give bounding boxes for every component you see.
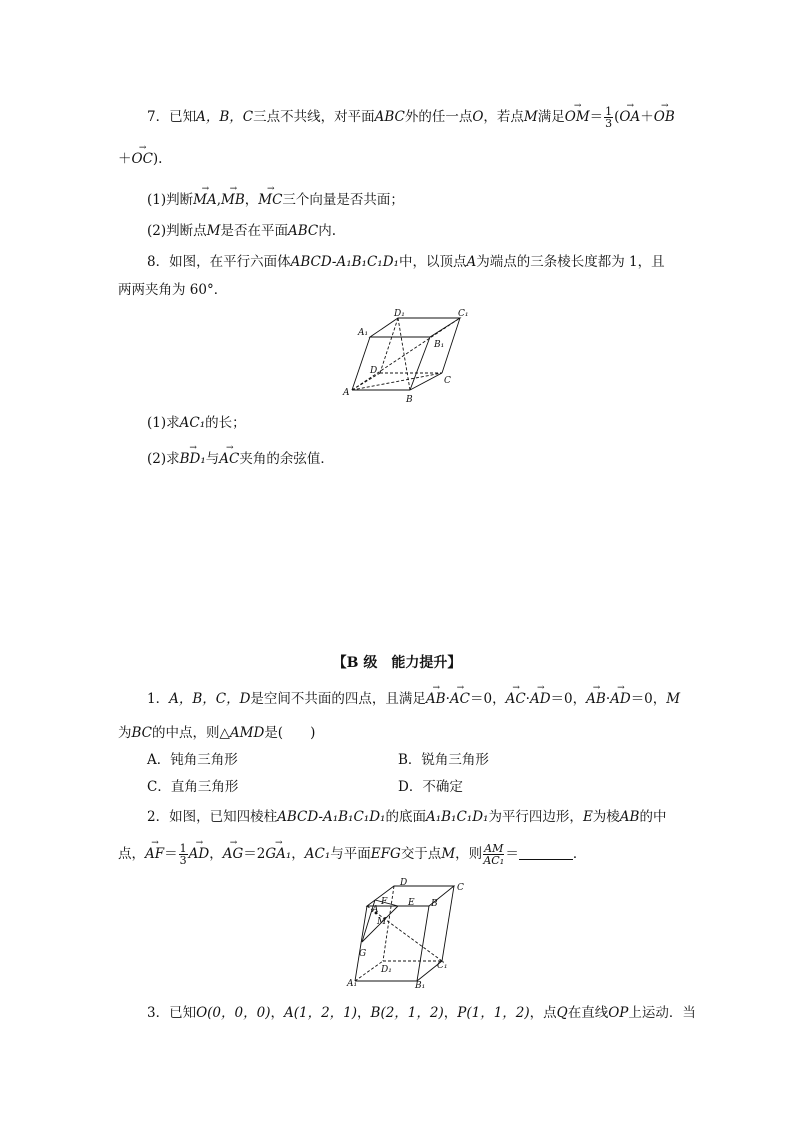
b1-option-d: D．不确定 <box>398 779 463 795</box>
fig-b2-label-a1: A₁ <box>347 979 358 989</box>
fig8-label-d: D <box>370 366 378 376</box>
fig8-label-c1: C₁ <box>458 309 469 319</box>
fig8-label-a: A <box>343 388 350 398</box>
section-title: 【B 级 能力提升】 <box>332 655 462 671</box>
b2-line2: 点，→ AF＝ $\frac{1}{3}$ → AD，→ AG＝2→ GA₁，AC₁与平面EFG交于点M，则 $\frac{AM}{\text{AC₁}}$ ＝ ． <box>118 843 586 866</box>
ratio-am-ac1: $\frac{AM}{\text{AC₁}}$ <box>483 842 505 867</box>
fig8-label-a1: A₁ <box>358 328 369 338</box>
b1-line2: 为BC的中点，则△AMD是( ) <box>118 725 316 741</box>
fig-b2-label-d1: D₁ <box>381 965 392 975</box>
fig-b2-label-c1: C₁ <box>437 961 448 971</box>
q8-sub2: (2)求→ BD₁与→ AC夹角的余弦值． <box>147 450 334 468</box>
q8-line1: 8．如图，在平行六面体ABCD-A₁B₁C₁D₁中，以顶点A为端点的三条棱长度都为 1，且 <box>147 254 665 270</box>
fig8-label-c: C <box>444 376 451 386</box>
b1-line1: 1．A，B，C，D是空间不共面的四点，且满足→ AB·→ AC＝0，→ AC·→ AD＝0，→ AB·→ AD＝0，M <box>147 690 680 708</box>
b1-option-a: A．钝角三角形 <box>147 752 238 768</box>
fig-b2-label-g: G <box>359 949 367 959</box>
fig-b2-label-b1: B₁ <box>415 981 426 991</box>
fig-b2-label-e: E <box>408 898 415 908</box>
fig-b2-label-m: M <box>377 917 387 927</box>
fraction-one-third: $\frac{1}{3}$ <box>605 105 613 130</box>
b2-line1: 2．如图，已知四棱柱ABCD-A₁B₁C₁D₁的底面A₁B₁C₁D₁为平行四边形，E为棱AB的中 <box>147 809 667 825</box>
q7-sub1: (1)判断→ MA,→ MB，→ MC三个向量是否共面； <box>147 191 404 209</box>
fraction-one-third-b2: $\frac{1}{3}$ <box>179 842 187 867</box>
b3-line1: 3．已知O(0，0，0)，A(1，2，1)，B(2，1，2)，P(1，1，2)，点Q在直线OP上运动．当 <box>147 1005 696 1021</box>
answer-blank <box>519 847 573 860</box>
fig-b2-label-d: D <box>400 878 408 888</box>
q7-line2: ＋→ OC). <box>118 150 162 168</box>
q7-sub2: (2)判断点M是否在平面ABC内. <box>147 223 336 239</box>
parallelepiped-figure <box>340 305 469 405</box>
fig-b2-label-c: C <box>457 883 464 893</box>
q8-line2: 两两夹角为 60°． <box>118 282 228 298</box>
prism-figure <box>345 876 464 991</box>
b1-option-b: B．锐角三角形 <box>398 752 489 768</box>
fig-b2-label-f: F <box>381 897 388 907</box>
fig-b2-label-b: B <box>431 899 438 909</box>
q7-line1: 7．已知A，B，C三点不共线，对平面ABC外的任一点O，若点M满足→ OM＝ $\frac{1}{3}$ (→ OA＋→ OB <box>147 106 675 129</box>
q8-sub1: (1)求AC₁的长； <box>147 415 246 431</box>
fig8-label-b: B <box>406 395 413 405</box>
fig8-label-d1: D₁ <box>394 309 405 319</box>
b1-option-c: C．直角三角形 <box>147 779 239 795</box>
fig8-label-b1: B₁ <box>434 340 445 350</box>
fig-b2-label-a: A <box>372 905 379 915</box>
